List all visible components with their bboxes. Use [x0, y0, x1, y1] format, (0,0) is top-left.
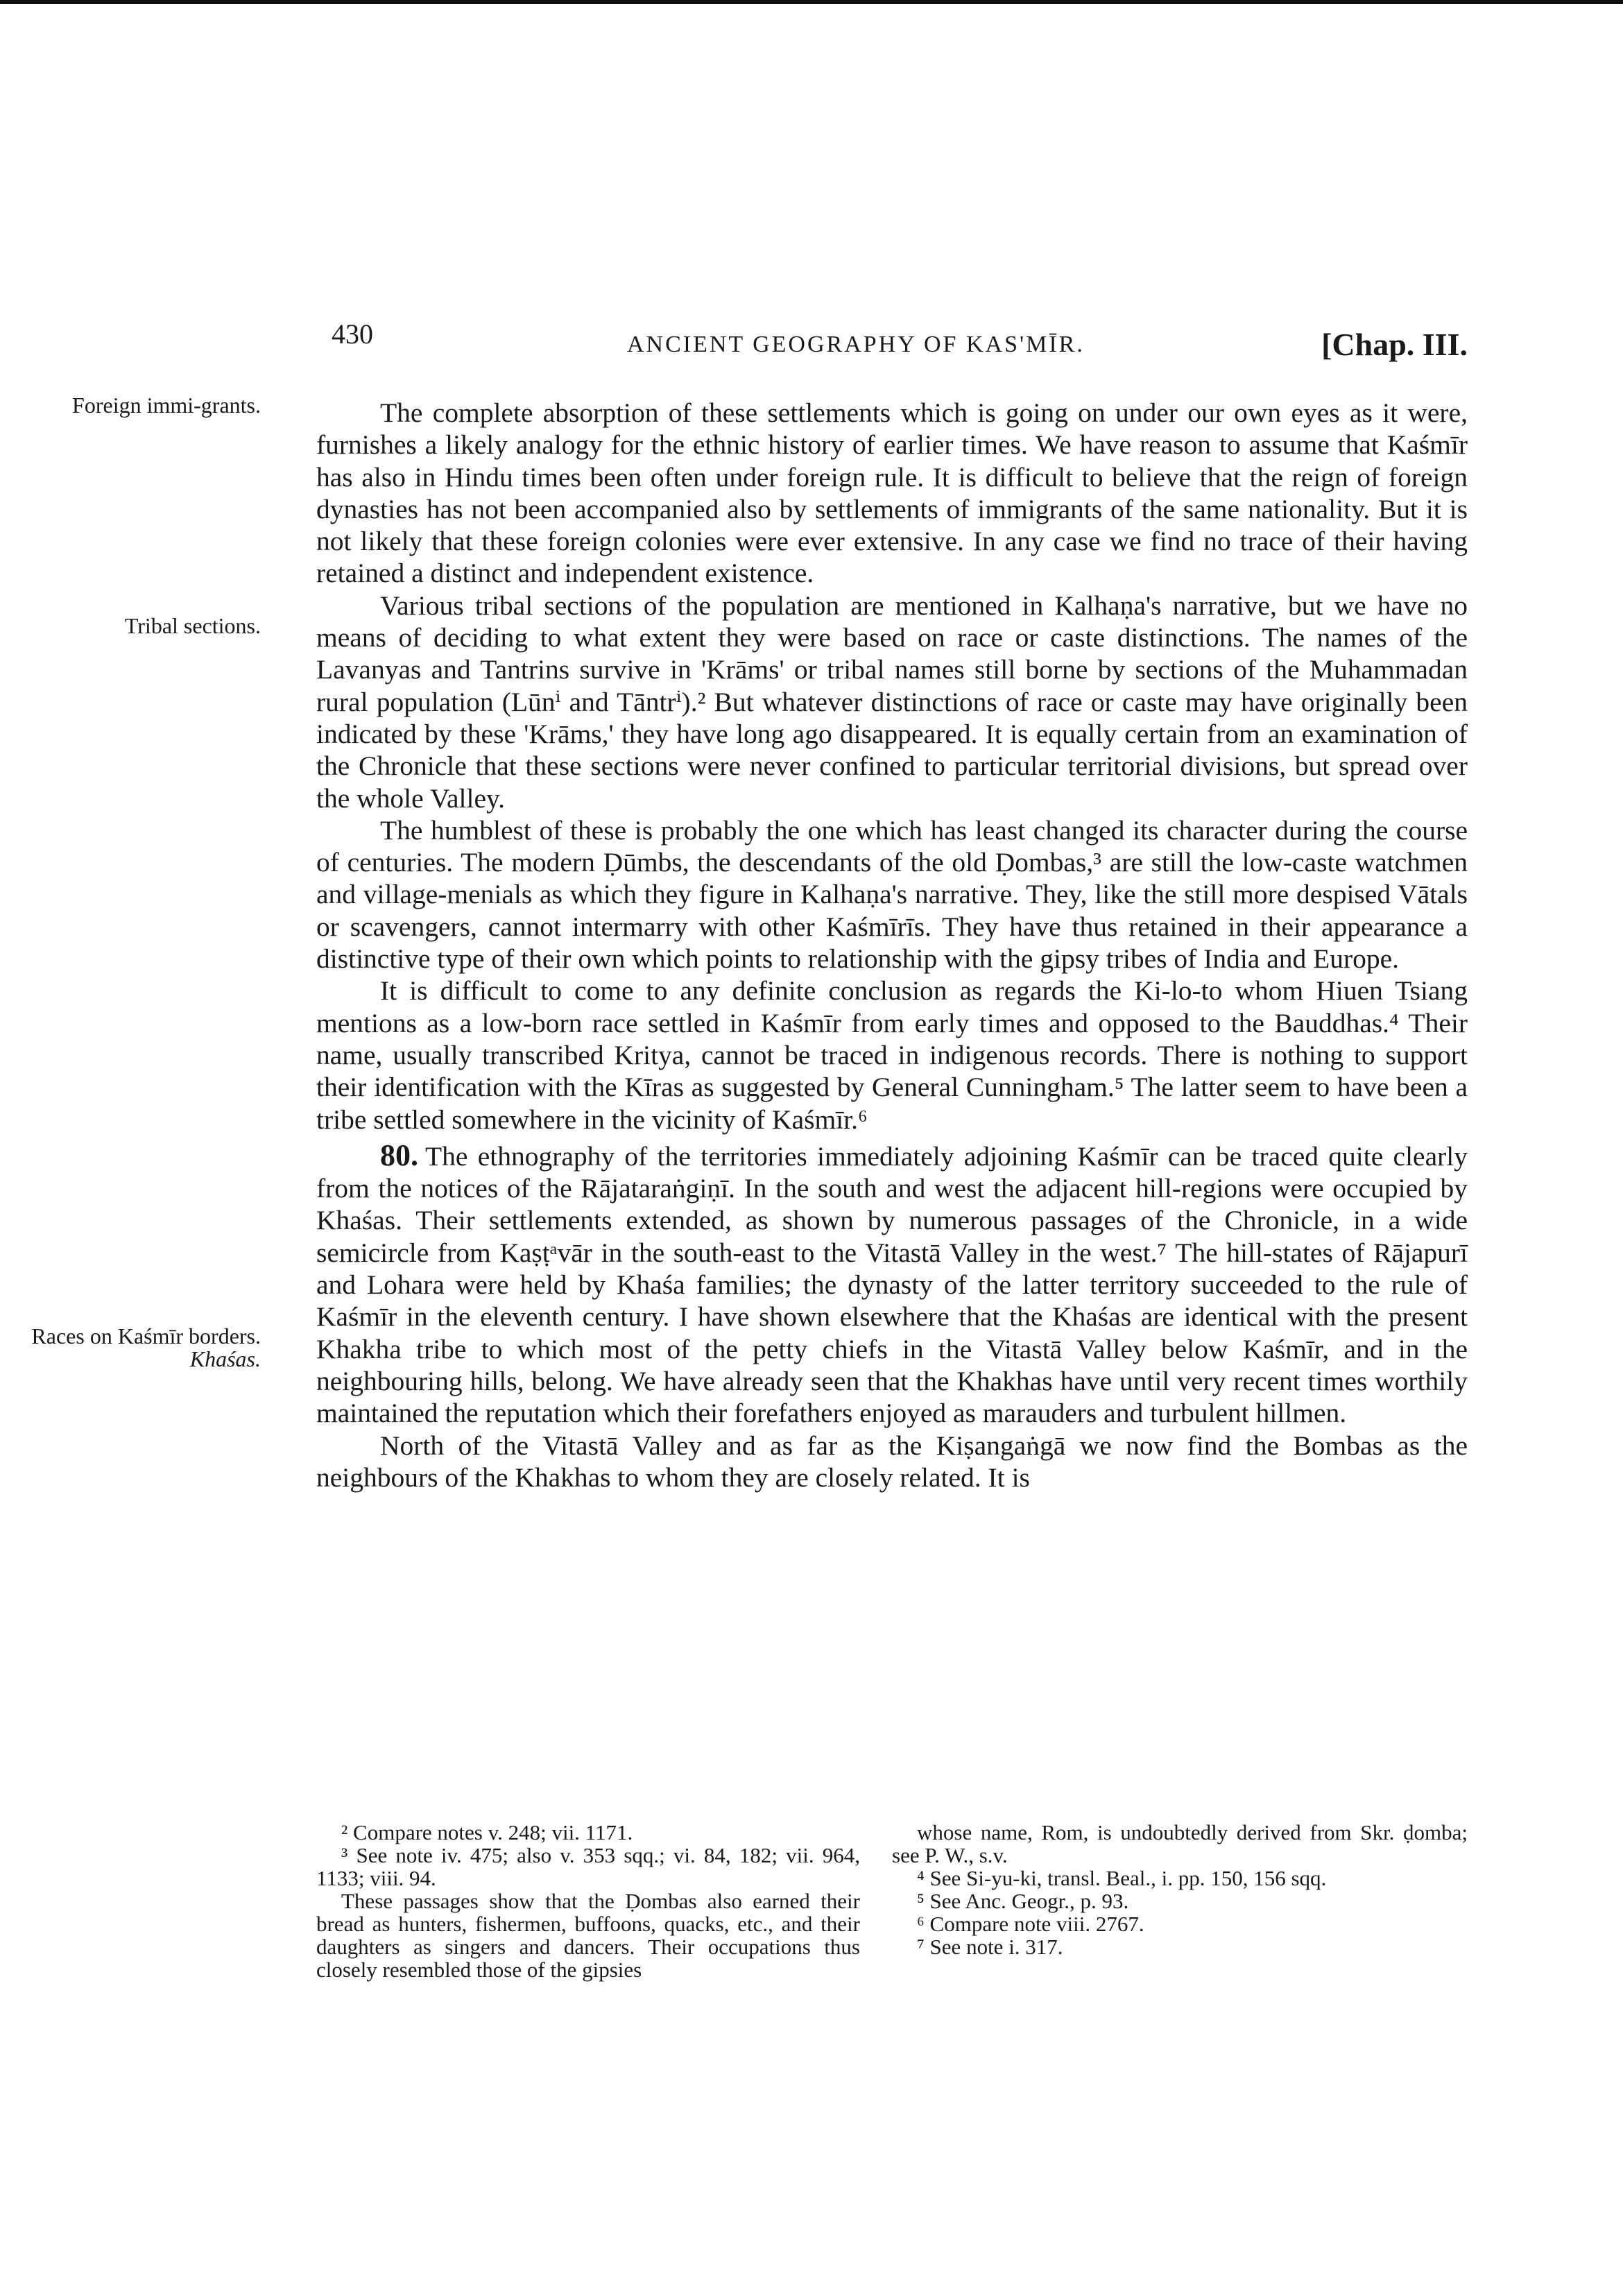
footnote-5: ⁵ See Anc. Geogr., p. 93. [917, 1889, 1129, 1913]
paragraph-foreign-settlements: The complete absorption of these settlements which is going on under our own eyes as it were, furnishes a likely analogy for the ethnic history of earlier times. We have reason to assume that Kaśmīr has also in Hindu times been often under foreign rule. It is difficult to believe that the reign of foreign dynasties has not been accompanied also by settlements of immigrants of the same nationality. But it is not likely that these foreign colonies were ever extensive. In any case we find no trace of their having retained a distinct and independent existence. [316, 397, 1468, 589]
footnote-3: ³ See note iv. 475; also v. 353 sqq.; vi. 84, 182; vii. 964, 1133; viii. 94. [316, 1843, 860, 1890]
paragraph-tribal-sections: Various tribal sections of the population are mentioned in Kalhaṇa's narrative, but we have no means of deciding to what extent they were based on race or caste distinctions. The names of the Lavanyas and Tantrins survive in 'Krāms' or tribal names still borne by sections of the Muhammadan rural population (Lūnⁱ and Tāntrⁱ).² But whatever distinctions of race or caste may have originally been indicated by these 'Krāms,' they have long ago disappeared. It is equally certain from an examination of the Chronicle that these sections were never confined to particular territorial divisions, but spread over the whole Valley. [316, 590, 1468, 814]
margin-note-tribal-sections: Tribal sections. [124, 613, 261, 638]
margin-note-races [25, 1325, 261, 1371]
margin-note-races-label: Races on Kaśmīr borders. [31, 1323, 261, 1348]
page-number: 430 [332, 318, 373, 350]
footnote-7: ⁷ See note i. 317. [917, 1935, 1063, 1959]
footnote-4: ⁴ See Si-yu-ki, transl. Beal., i. pp. 150, 156 sqq. [917, 1866, 1327, 1890]
footnote-2: ² Compare notes v. 248; vii. 1171. [341, 1820, 633, 1844]
footnote-6: ⁶ Compare note viii. 2767. [917, 1912, 1144, 1936]
section-number: 80. [380, 1138, 418, 1172]
paragraph-dombas: The humblest of these is probably the one which has least changed its character during the course of centuries. The modern Ḍūmbs, the descendants of the old Ḍombas,³ are still the low-caste watchmen and village-menials as which they figure in Kalhaṇa's narrative. They, like the still more despised Vātals or scavengers, cannot intermarry with other Kaśmīrīs. They have thus retained in their appearance a distinctive type of their own which points to relationship with the gipsy tribes of India and Europe. [316, 814, 1468, 975]
paragraph-ki-lo-to: It is difficult to come to any definite conclusion as regards the Ki-lo-to whom Hiuen Tsiang mentions as a low-born race settled in Kaśmīr from early times and opposed to the Bauddhas.⁴ Their name, usually transcribed Kritya, cannot be traced in indigenous records. There is nothing to support their identification with the Kīras as suggested by General Cunningham.⁵ The latter seem to have been a tribe settled somewhere in the vicinity of Kaśmīr.⁶ [316, 975, 1468, 1135]
paragraph-bombas: North of the Vitastā Valley and as far as the Kiṣangaṅgā we now find the Bombas as the neighbours of the Khakhas to whom they are closely related. It is [316, 1430, 1468, 1493]
top-border-rule [0, 0, 1623, 4]
footnotes-right-column [892, 1821, 1468, 1958]
running-title: ANCIENT GEOGRAPHY OF KAS'MĪR. [627, 332, 1085, 357]
section-80-text: The ethnography of the territories immediately adjoining Kaśmīr can be traced quite clearly from the notices of the Rājataraṅgiṇī. In the south and west the adjacent hill-regions were occupied by Khaśas. Their settlements extended, as shown by numerous passages of the Chronicle, in a wide semicircle from Kaṣṭᵃvār in the south-east to the Vitastā Valley in the west.⁷ The hill-states of Rājapurī and Lohara were held by Khaśa families; the dynasty of the latter territory succeeded to the rule of Kaśmīr in the eleventh century. I have shown elsewhere that the Khaśas are identical with the present Khakha tribe to which most of the petty chiefs in the Vitastā Valley below Kaśmīr, and in the neighbouring hills, belong. We have already seen that the Khakhas have until very recent times worthily maintained the reputation which their forefathers enjoyed as marauders and turbulent hillmen. [316, 1140, 1468, 1429]
chapter-label: [Chap. III. [1321, 327, 1468, 362]
page-header [316, 318, 1468, 368]
margin-note-foreign-immigrants: Foreign immi-grants. [72, 393, 261, 418]
footnote-3-end: whose name, Rom, is undoubtedly derived from Skr. ḍomba; see P. W., s.v. [892, 1820, 1468, 1867]
footnotes-left-column [316, 1821, 860, 1981]
paragraph-section-80 [316, 1140, 1468, 1430]
body-text [316, 397, 1468, 1493]
footnote-3-continued: These passages show that the Ḍombas also earned their bread as hunters, fishermen, buffoons, quacks, etc., and their daughters as singers and dancers. Their occupations thus closely resembled those of the gipsies [316, 1889, 860, 1982]
margin-note-khasas: Khaśas. [189, 1346, 261, 1371]
